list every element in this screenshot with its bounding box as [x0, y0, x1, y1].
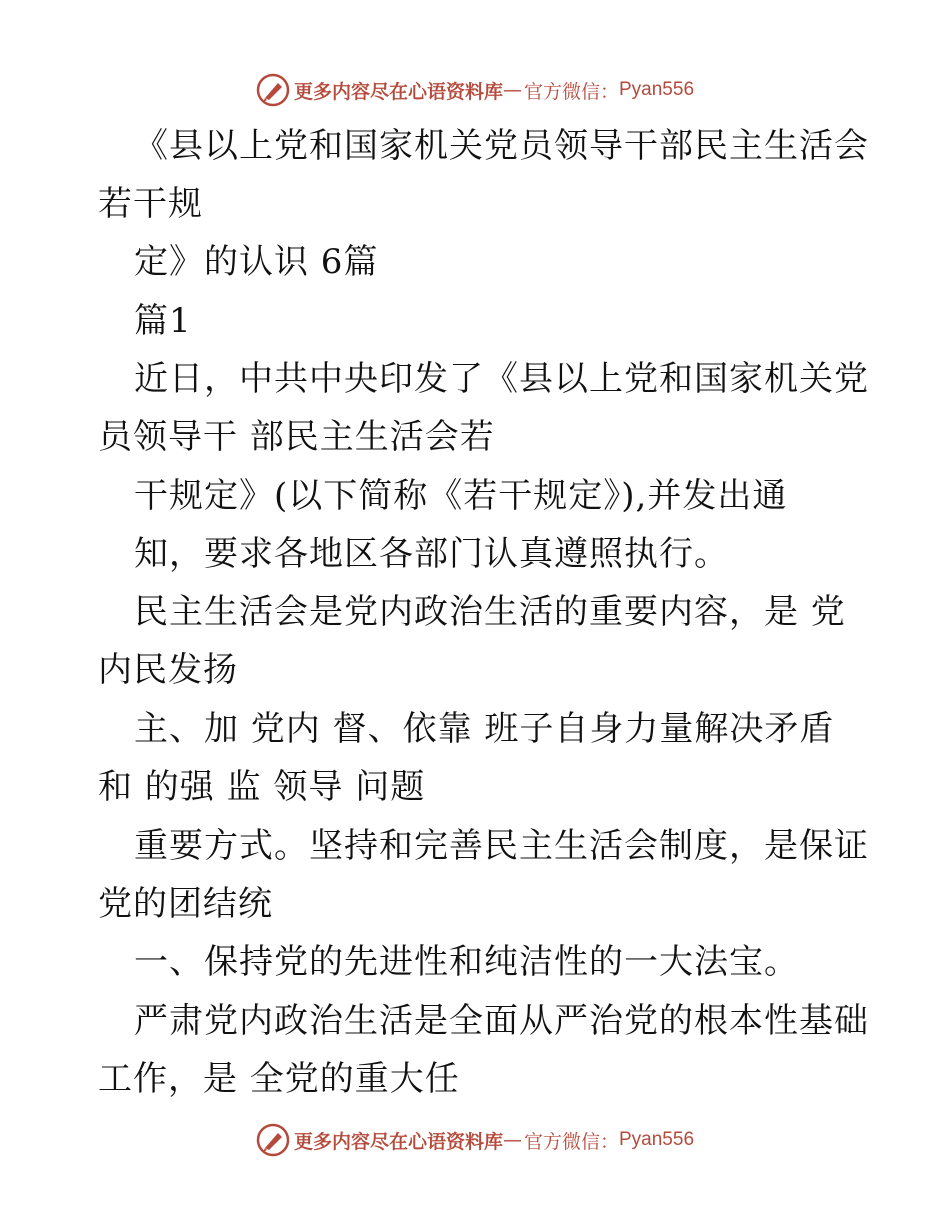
- watermark-label: 官方微信：: [523, 1130, 619, 1153]
- text-line: 一、保持党的先进性和纯洁性的一大法宝。: [134, 942, 799, 982]
- text-line: 员领导干 部民主生活会若: [98, 417, 495, 457]
- watermark-dash: —: [502, 1129, 522, 1151]
- text-line: 干规定》(以下简称《若干规定》),并发出通: [134, 476, 788, 516]
- pen-logo-icon: [256, 1123, 290, 1157]
- text-line: 党的团结统: [98, 884, 273, 924]
- watermark-main-text: 更多内容尽在心语资料库: [293, 1130, 503, 1153]
- header-watermark: [0, 70, 950, 110]
- text-line: 定》的认识 6篇: [134, 242, 379, 282]
- text-line: 近日，中共中央印发了《县以上党和国家机关党: [134, 359, 869, 399]
- text-line: 知，要求各地区各部门认真遵照执行。: [134, 534, 729, 574]
- watermark-dash: —: [502, 79, 522, 101]
- text-line: 严肃党内政治生活是全面从严治党的根本性基础: [134, 1001, 869, 1041]
- text-line: 和 的强 监 领导 问题: [98, 767, 426, 807]
- text-line: 若干规: [98, 184, 203, 224]
- text-line: 篇1: [134, 301, 192, 341]
- text-line: 《县以上党和国家机关党员领导干部民主生活会: [134, 126, 869, 166]
- pen-logo-icon: [256, 73, 290, 107]
- watermark-wechat-id: Pyan556: [619, 79, 695, 100]
- watermark-label: 官方微信：: [523, 80, 619, 103]
- text-line: 民主生活会是党内政治生活的重要内容，是 党: [134, 592, 846, 632]
- footer-watermark: [0, 1120, 950, 1160]
- text-line: 重要方式。坚持和完善民主生活会制度，是保证: [134, 826, 869, 866]
- text-line: 工作，是 全党的重大任: [98, 1059, 460, 1099]
- watermark-main-text: 更多内容尽在心语资料库: [293, 80, 503, 103]
- text-line: 内民发扬: [98, 650, 238, 690]
- text-line: 主、加 党内 督、依靠 班子自身力量解决矛盾: [134, 709, 835, 749]
- watermark-wechat-id: Pyan556: [619, 1129, 695, 1150]
